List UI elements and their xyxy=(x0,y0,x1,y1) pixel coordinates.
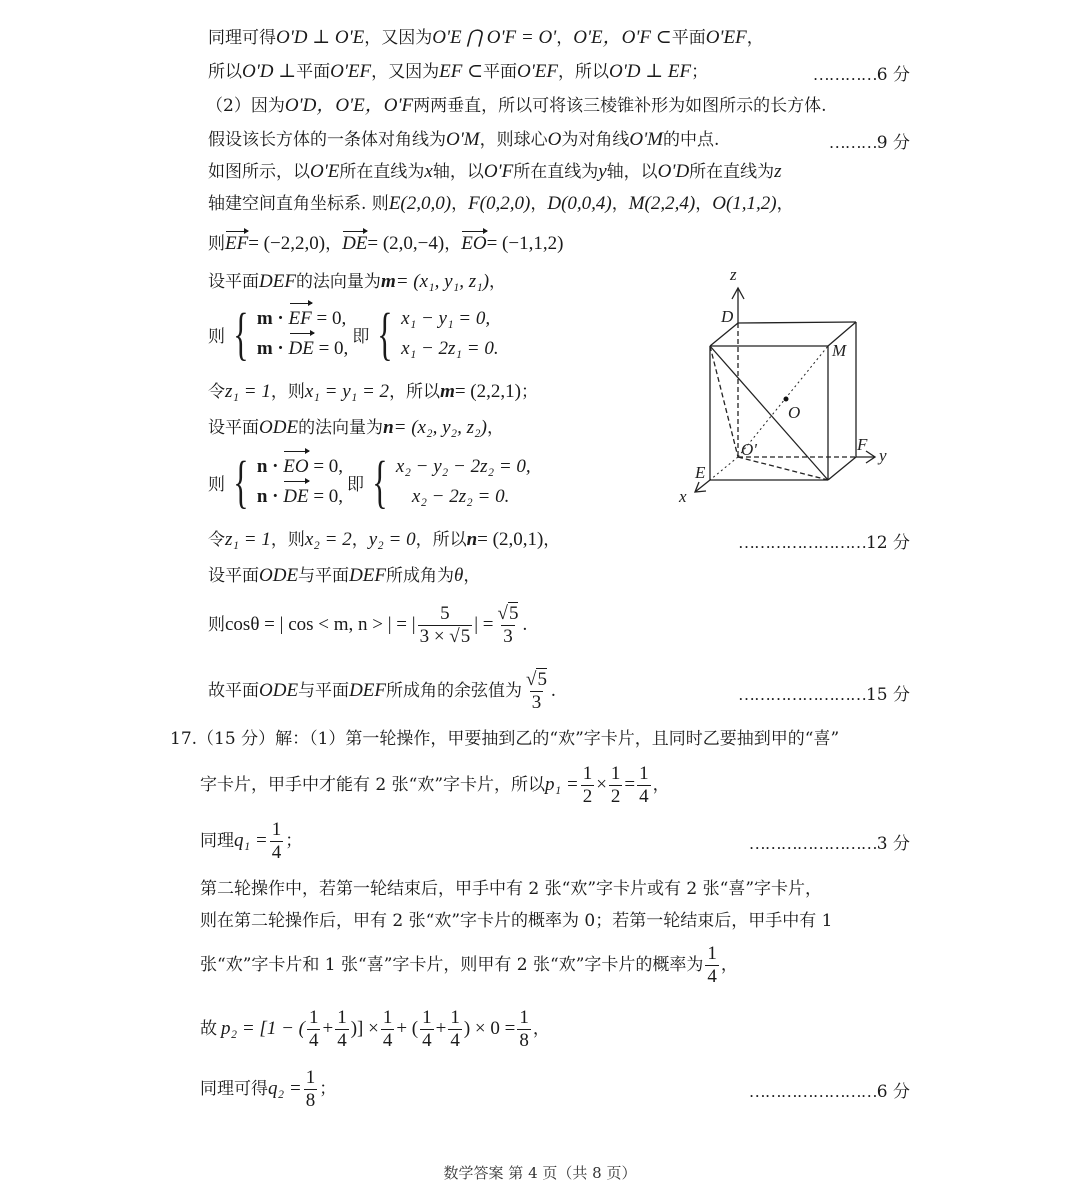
score-dots: …………………… xyxy=(737,533,866,552)
text: 同理可得 xyxy=(200,1079,268,1099)
score-marker xyxy=(829,128,910,153)
question-17-heading: 17.（15 分）解：（1）第一轮操作，甲要抽到乙的“欢”字卡片，且同时乙要抽到甲的“喜” xyxy=(170,729,840,749)
vector-m: m xyxy=(380,271,396,292)
text: 张“欢”字卡片和 1 张“喜”字卡片，则甲有 2 张“欢”字卡片的概率为 xyxy=(200,955,704,975)
radicand: 5 xyxy=(508,602,519,624)
vector-m: m xyxy=(440,381,455,402)
text: 平面 xyxy=(483,62,518,82)
fraction xyxy=(335,1007,349,1052)
fraction xyxy=(637,763,651,808)
fraction xyxy=(307,1007,321,1052)
numerator: 1 xyxy=(707,942,717,964)
vector-EO: EO xyxy=(461,233,487,254)
text: 故平面 xyxy=(208,681,259,701)
vector-EO: EO xyxy=(283,452,308,482)
fraction xyxy=(609,763,623,808)
brace-icon: { xyxy=(233,301,249,366)
denominator: 4 xyxy=(337,1029,347,1051)
p2-formula xyxy=(200,1004,550,1054)
math-expr: O xyxy=(547,129,562,150)
math-expr: EF ⊂ xyxy=(439,61,484,82)
system-left xyxy=(257,452,343,512)
text: ， xyxy=(351,530,369,550)
text: ； xyxy=(285,831,303,851)
text: ，所以 xyxy=(389,382,441,402)
text: 轴，以 xyxy=(606,162,658,182)
numerator: 1 xyxy=(450,1006,460,1028)
math-expr: O'F xyxy=(483,161,514,182)
text-line xyxy=(208,528,560,552)
math-expr: q₁ = xyxy=(234,830,268,851)
cuboid-figure xyxy=(660,260,900,520)
point-D: D(0,0,4) xyxy=(547,193,612,214)
cos-formula xyxy=(208,600,527,650)
math-expr: O'E xyxy=(310,161,340,182)
denominator: 2 xyxy=(582,785,593,807)
text: ， xyxy=(489,272,507,292)
math-expr: O'D ⊥ O'E xyxy=(276,27,365,48)
score-dots: …………………… xyxy=(737,685,866,704)
text: ，则 xyxy=(270,382,305,402)
score-marker xyxy=(749,829,910,854)
math-expr: ) × 0 = xyxy=(463,1018,516,1039)
vector-DE: DE xyxy=(283,482,308,512)
text: 与平面 xyxy=(298,681,350,701)
math-expr: = (2,0,1) xyxy=(477,529,544,550)
label-E: E xyxy=(695,463,706,482)
math-expr: = (x₂, y₂, z₂) xyxy=(393,417,487,438)
text: 设平面 xyxy=(208,272,259,292)
denominator: 4 xyxy=(271,841,282,863)
text: ， xyxy=(532,1019,550,1039)
point-E: E(2,0,0) xyxy=(388,193,452,214)
denominator: 3 xyxy=(531,691,542,713)
math-expr: O'E ⋂ O'F = O' xyxy=(432,27,557,48)
score-value: 9 分 xyxy=(876,133,910,153)
text: 两两垂直，所以可将该三棱锥补形为如图所示的长方体. xyxy=(413,96,827,116)
text: 所以 xyxy=(208,62,242,82)
numerator: 1 xyxy=(639,762,649,784)
text: 即 xyxy=(352,326,370,347)
text: 所成角为 xyxy=(386,566,454,586)
text: 则 xyxy=(208,234,225,254)
text: 与平面 xyxy=(298,566,350,586)
text: 所在直线为 xyxy=(339,162,425,182)
math-expr: + ( xyxy=(396,1018,419,1039)
system-right xyxy=(396,452,531,512)
math-expr: = (x₁, y₁, z₁) xyxy=(395,271,490,292)
score-marker xyxy=(738,680,910,705)
score-value: 6 分 xyxy=(876,65,910,85)
text: ，又因为 xyxy=(371,62,440,82)
math-expr: p₂ = [1 − ( xyxy=(221,1018,305,1039)
fraction xyxy=(524,669,549,714)
radicand: 5 xyxy=(537,668,547,690)
math-expr: = 0, xyxy=(308,456,344,477)
math-expr: O'EF xyxy=(330,61,372,82)
numerator: 1 xyxy=(337,1006,347,1028)
vector-value: = (−2,2,0) xyxy=(248,233,326,254)
sqrt: √5 xyxy=(497,602,519,624)
text: 设平面 xyxy=(208,566,259,586)
text: 则 xyxy=(208,474,225,495)
math-expr: q₂ = xyxy=(268,1078,302,1099)
point-O: O(1,1,2) xyxy=(712,193,777,214)
text-line xyxy=(208,380,538,404)
denominator: 2 xyxy=(610,785,621,807)
text-line xyxy=(208,232,563,256)
fraction xyxy=(420,1007,434,1052)
fraction xyxy=(418,603,473,648)
math-expr: O'EF xyxy=(517,61,559,82)
text: 轴，以 xyxy=(432,162,484,182)
numerator: 1 xyxy=(519,1006,529,1028)
text-line xyxy=(206,94,827,118)
text: ， xyxy=(611,194,629,214)
text: 字卡片，甲手中才能有 2 张“欢”字卡片，所以 xyxy=(200,775,546,795)
text: 即 xyxy=(347,474,365,495)
math-expr: + xyxy=(322,1018,334,1039)
math-expr: )] × xyxy=(350,1018,379,1039)
text: ， xyxy=(530,194,548,214)
math-expr: DEF xyxy=(349,680,386,701)
fraction xyxy=(304,1067,318,1112)
label-O: O xyxy=(788,403,801,422)
text: ， xyxy=(486,418,504,438)
text-line xyxy=(200,940,738,990)
text: 则 xyxy=(208,615,225,635)
text: . xyxy=(550,680,556,701)
text: ， xyxy=(720,955,738,975)
text-line: 则在第二轮操作后，甲有 2 张“欢”字卡片的概率为 0；若第一轮结束后，甲手中有 1 xyxy=(200,911,833,931)
label-x: x xyxy=(679,487,687,506)
text: 设平面 xyxy=(208,418,259,438)
text: ，则球心 xyxy=(479,130,548,150)
math-expr: x₂ − y₂ − 2z₂ = 0, xyxy=(395,456,531,477)
math-expr: n · xyxy=(256,456,284,477)
text: 令 xyxy=(208,530,225,550)
score-marker xyxy=(749,1077,910,1102)
math-expr: O'M xyxy=(629,129,663,150)
fraction xyxy=(517,1007,531,1052)
math-expr: z₁ = 1 xyxy=(225,529,271,550)
point-M: M(2,2,4) xyxy=(628,193,696,214)
math-expr: cosθ = | cos < m, n > | = | xyxy=(225,614,416,635)
score-marker xyxy=(738,528,910,553)
point-F: F(0,2,0) xyxy=(468,193,531,214)
math-expr: ODE xyxy=(259,417,299,438)
score-value: 12 分 xyxy=(865,533,910,553)
numerator xyxy=(496,603,521,625)
fraction xyxy=(381,1007,395,1052)
text: ， xyxy=(543,530,561,550)
label-F: F xyxy=(857,435,868,454)
text: 假设该长方体的一条体对角线为 xyxy=(208,130,446,150)
vector-n: n xyxy=(466,529,478,550)
fraction xyxy=(496,603,521,648)
text: 故 xyxy=(200,1019,217,1039)
math-expr: = 0, xyxy=(313,338,349,359)
system-right xyxy=(401,304,498,364)
text: 则 xyxy=(208,326,225,347)
conclusion-line xyxy=(208,666,556,716)
math-expr: y₂ = 0 xyxy=(368,529,416,550)
math-expr: x₁ − 2z₁ = 0. xyxy=(401,338,499,359)
denominator: 4 xyxy=(450,1029,460,1051)
text-line xyxy=(208,564,480,588)
math-expr: = xyxy=(624,774,636,795)
text-line: 第二轮操作中，若第一轮结束后，甲手中有 2 张“欢”字卡片或有 2 张“喜”字卡片， xyxy=(200,879,823,899)
math-expr: x₁ − y₁ = 0, xyxy=(401,308,491,329)
numerator: 1 xyxy=(271,818,282,840)
math-expr: x₁ = y₁ = 2 xyxy=(304,381,390,402)
math-expr: = (2,2,1) xyxy=(454,381,521,402)
text-line xyxy=(208,416,504,440)
denominator: 4 xyxy=(382,1029,393,1051)
brace-icon: { xyxy=(372,449,388,514)
numerator: 1 xyxy=(382,1006,393,1028)
text: 如图所示，以 xyxy=(208,162,310,182)
text: ； xyxy=(319,1079,337,1099)
text-line xyxy=(208,192,794,216)
score-dots: ……… xyxy=(828,133,877,152)
label-D: D xyxy=(721,307,734,326)
fraction xyxy=(448,1007,462,1052)
text: ， xyxy=(652,775,670,795)
math-expr: m · xyxy=(256,308,289,329)
vector-n: n xyxy=(383,417,394,438)
text: 的法向量为 xyxy=(298,418,384,438)
math-expr: = 0, xyxy=(308,486,344,507)
score-dots: ………… xyxy=(812,65,877,84)
text: ， xyxy=(444,234,462,254)
equation-system xyxy=(208,449,531,514)
vector-value: = (2,0,−4) xyxy=(367,233,445,254)
denominator: 4 xyxy=(707,965,717,987)
sqrt: √5 xyxy=(449,625,471,647)
text: 为对角线 xyxy=(561,130,630,150)
fraction xyxy=(705,943,719,988)
text: 3 × xyxy=(419,625,450,647)
numerator: 1 xyxy=(422,1006,432,1028)
text: ， xyxy=(746,28,764,48)
math-expr: DEF xyxy=(349,565,386,586)
math-expr: O'E，O'F ⊂ xyxy=(573,27,672,48)
vector-value: = (−1,1,2) xyxy=(486,233,564,254)
score-value: 3 分 xyxy=(876,834,910,854)
denominator: 3 xyxy=(503,625,513,647)
numerator: 5 xyxy=(440,602,450,624)
text: 平面 xyxy=(671,28,706,48)
score-value: 15 分 xyxy=(865,685,910,705)
score-dots: …………………… xyxy=(748,1082,877,1101)
math-expr: × xyxy=(596,774,607,795)
math-expr: θ xyxy=(454,565,464,586)
text: 同理 xyxy=(200,831,234,851)
math-expr: O'D，O'E，O'F xyxy=(284,95,414,116)
text: 的法向量为 xyxy=(295,272,381,292)
math-expr: O'EF xyxy=(705,27,747,48)
math-expr: x₂ − 2z₂ = 0. xyxy=(411,486,510,507)
vector-DE: DE xyxy=(289,334,314,364)
sqrt: √5 xyxy=(526,668,547,690)
label-y: y xyxy=(879,446,887,465)
text: ，又因为 xyxy=(364,28,433,48)
vector-DE: DE xyxy=(342,233,368,254)
text-line xyxy=(200,1064,336,1114)
numerator: 1 xyxy=(308,1006,319,1028)
text: ， xyxy=(325,234,343,254)
text: 所在直线为 xyxy=(689,162,775,182)
brace-icon: { xyxy=(233,449,249,514)
math-expr: x₂ = 2 xyxy=(304,529,352,550)
denominator: 4 xyxy=(422,1029,432,1051)
math-expr: ODE xyxy=(259,565,299,586)
text: 平面 xyxy=(296,62,331,82)
math-expr: O'D ⊥ xyxy=(242,61,297,82)
text: ，所以 xyxy=(415,530,467,550)
text: ， xyxy=(556,28,574,48)
text: ， xyxy=(451,194,469,214)
vector-EF: EF xyxy=(289,304,312,334)
vector-EF: EF xyxy=(225,233,249,254)
label-O-prime: O' xyxy=(741,440,757,459)
text: ， xyxy=(695,194,713,214)
text: ； xyxy=(520,382,538,402)
numerator xyxy=(524,669,549,691)
score-value: 6 分 xyxy=(876,1082,910,1102)
math-expr: n · xyxy=(256,486,284,507)
text-line xyxy=(208,160,782,184)
score-dots: …………………… xyxy=(748,834,877,853)
denominator: 8 xyxy=(305,1089,316,1111)
math-expr: DEF xyxy=(259,271,296,292)
text-line xyxy=(200,816,302,866)
math-expr: m · xyxy=(256,338,289,359)
system-left xyxy=(257,304,348,364)
text-line xyxy=(200,760,670,810)
radicand: 5 xyxy=(460,625,471,647)
text: ， xyxy=(463,566,481,586)
math-expr: y xyxy=(598,161,607,182)
fraction xyxy=(581,763,595,808)
text-line xyxy=(208,26,764,50)
math-expr: O'D xyxy=(657,161,690,182)
math-expr: x xyxy=(424,161,433,182)
text: （2）因为 xyxy=(206,96,285,116)
math-expr: p₁ = xyxy=(545,774,579,795)
numerator: 1 xyxy=(610,762,621,784)
math-expr: O'M xyxy=(446,129,480,150)
page-footer: 数学答案 第 4 页（共 8 页） xyxy=(443,1164,637,1182)
text: 的中点. xyxy=(662,130,720,150)
text: ； xyxy=(691,62,709,82)
text: 所在直线为 xyxy=(513,162,599,182)
denominator: 4 xyxy=(639,785,649,807)
text: 同理可得 xyxy=(208,28,276,48)
numerator: 1 xyxy=(305,1066,316,1088)
math-expr: z xyxy=(774,161,782,182)
label-M: M xyxy=(832,341,847,360)
math-expr: = 0, xyxy=(311,308,347,329)
label-z: z xyxy=(730,265,737,284)
math-expr: ODE xyxy=(259,680,299,701)
text: ， xyxy=(776,194,794,214)
score-marker xyxy=(813,60,910,85)
text-line xyxy=(208,128,719,152)
math-expr: | = xyxy=(474,614,494,635)
text: . xyxy=(522,614,528,635)
numerator: 1 xyxy=(582,762,593,784)
math-expr: + xyxy=(435,1018,447,1039)
math-expr: z₁ = 1 xyxy=(225,381,271,402)
denominator xyxy=(418,625,473,648)
text: 令 xyxy=(208,382,225,402)
text: 所成角的余弦值为 xyxy=(386,681,522,701)
math-expr: O'D ⊥ EF xyxy=(609,61,692,82)
equation-system xyxy=(208,301,499,366)
text: ，所以 xyxy=(558,62,610,82)
denominator: 8 xyxy=(519,1029,529,1051)
denominator: 4 xyxy=(308,1029,319,1051)
text-line xyxy=(208,270,506,294)
fraction xyxy=(270,819,284,864)
brace-icon: { xyxy=(377,301,393,366)
text: 轴建空间直角坐标系. 则 xyxy=(208,194,389,214)
text: ，则 xyxy=(270,530,305,550)
text-line xyxy=(208,60,708,84)
